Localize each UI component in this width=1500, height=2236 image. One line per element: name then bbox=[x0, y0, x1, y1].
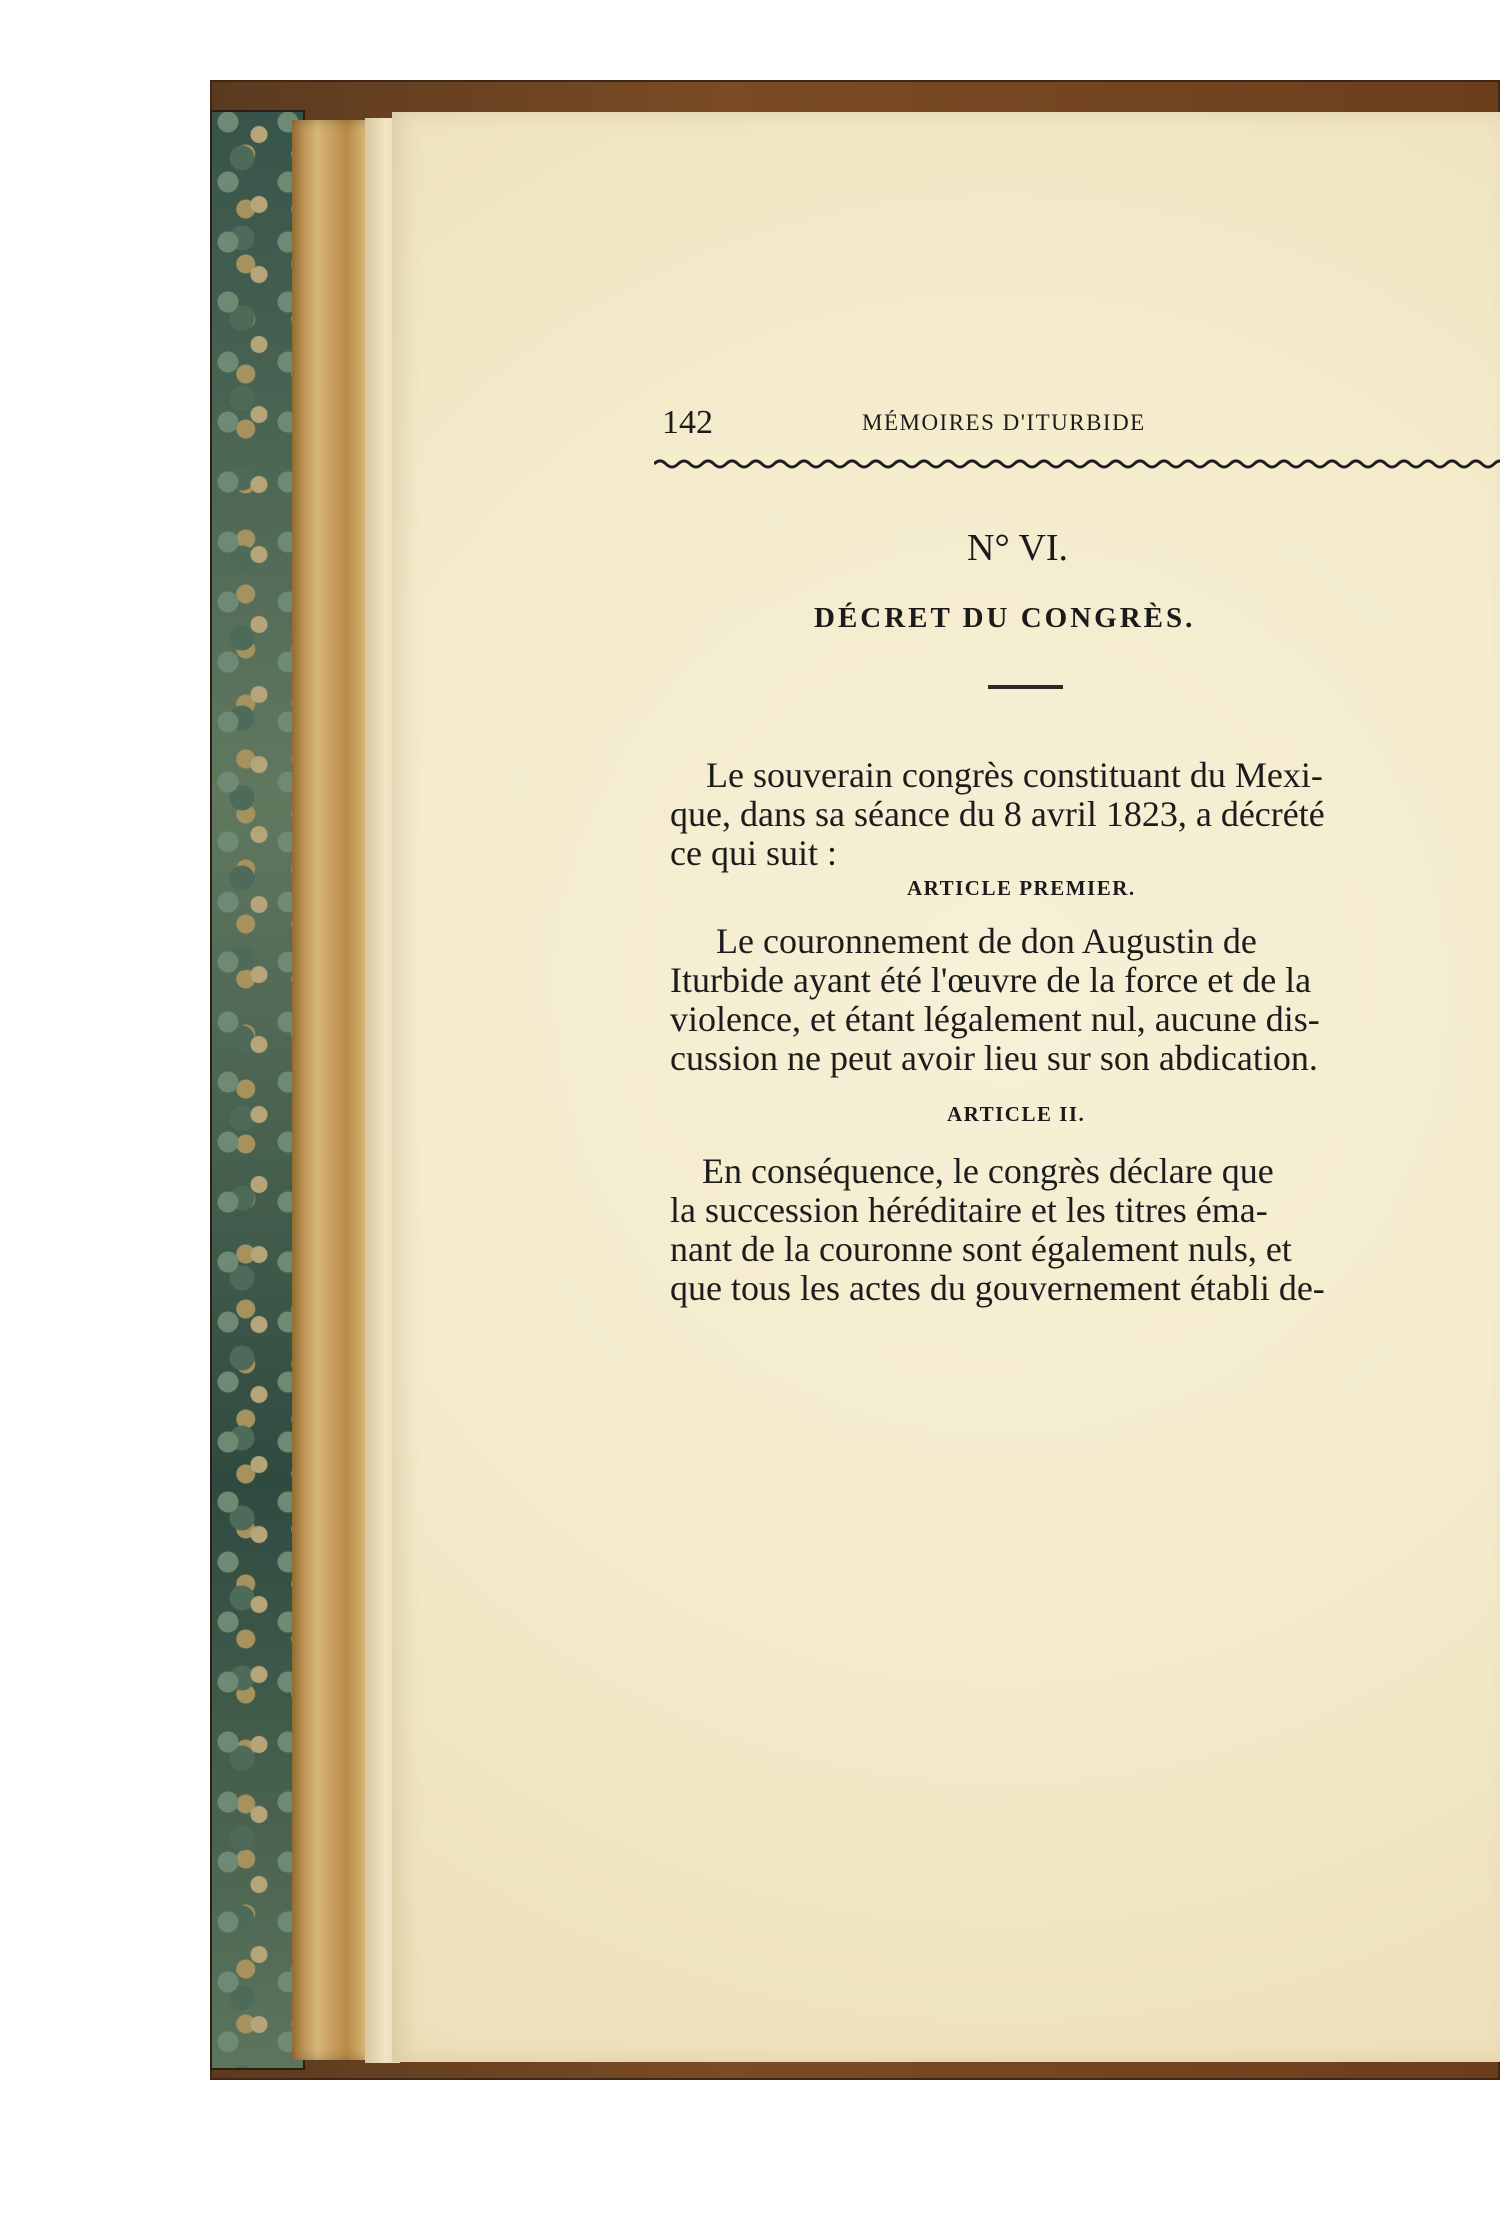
book-page bbox=[392, 112, 1500, 2062]
article-line: nant de la couronne sont également nuls, et bbox=[670, 1229, 1292, 1269]
intro-line: que, dans sa séance du 8 avril 1823, a décrété bbox=[670, 794, 1325, 834]
article-heading: ARTICLE II. bbox=[947, 1102, 1086, 1126]
wavy-rule bbox=[654, 454, 1500, 474]
intro-line: ce qui suit : bbox=[670, 833, 837, 873]
running-head: MÉMOIRES D'ITURBIDE bbox=[862, 410, 1146, 435]
article-1-paragraph bbox=[670, 922, 1500, 1078]
article-line: que tous les actes du gouvernement établi de- bbox=[670, 1268, 1325, 1308]
article-line: Iturbide ayant été l'œuvre de la force et de la bbox=[670, 960, 1312, 1000]
article-heading: ARTICLE PREMIER. bbox=[907, 876, 1136, 900]
intro-paragraph bbox=[670, 756, 1500, 873]
article-line: violence, et étant légalement nul, aucune dis- bbox=[670, 999, 1320, 1039]
page-number: 142 bbox=[662, 404, 713, 441]
intro-line: Le souverain congrès constituant du Mexi- bbox=[706, 755, 1323, 795]
article-line: cussion ne peut avoir lieu sur son abdication. bbox=[670, 1038, 1318, 1078]
section-number: N° VI. bbox=[967, 527, 1069, 569]
section-divider bbox=[988, 685, 1063, 689]
article-line: Le couronnement de don Augustin de bbox=[716, 921, 1257, 961]
marbled-endpaper bbox=[210, 110, 305, 2070]
article-line: la succession héréditaire et les titres éma- bbox=[670, 1190, 1268, 1230]
section-title: DÉCRET DU CONGRÈS. bbox=[814, 602, 1196, 634]
article-line: En conséquence, le congrès déclare que bbox=[702, 1151, 1274, 1191]
article-2-paragraph bbox=[670, 1152, 1500, 1308]
